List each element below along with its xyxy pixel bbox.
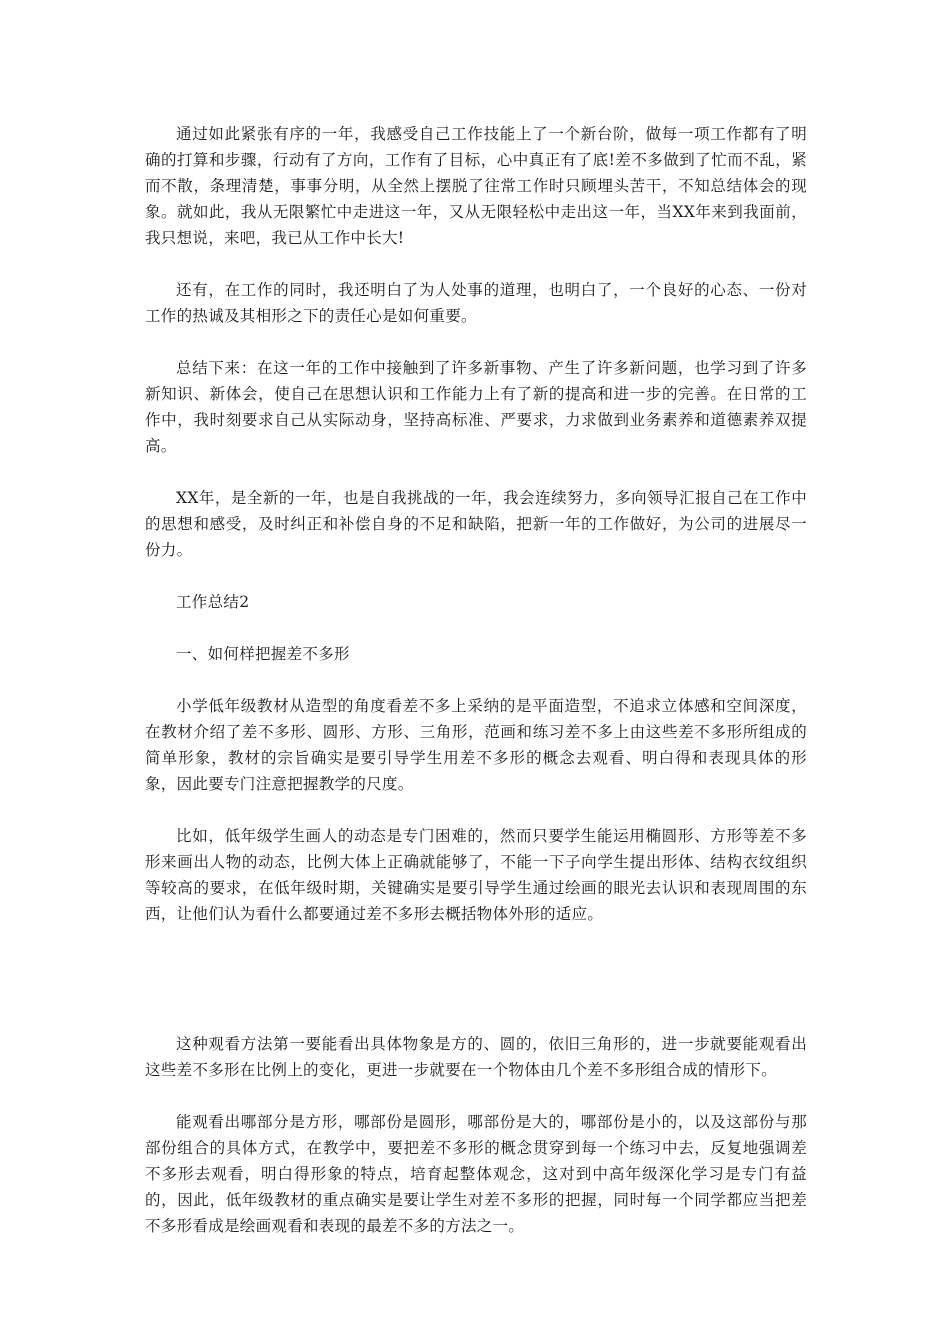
paragraph-2: 还有，在工作的同时，我还明白了为人处事的道理，也明白了，一个良好的心态、一份对工作的热诚及其相形之下的责任心是如何重要。 [145, 281, 807, 325]
paragraph-3: 总结下来：在这一年的工作中接触到了许多新事物、产生了许多新问题，也学习到了许多新知识、新体会，使自己在思想认识和工作能力上有了新的提高和进一步的完善。在日常的工作中，我时刻要求自己从实际动身，坚持高标准、严要求，力求做到业务素养和道德素养双提高。 [145, 359, 807, 455]
subsection-heading: 一、如何样把握差不多形 [176, 645, 350, 663]
paragraph-6: 比如，低年级学生画人的动态是专门困难的，然而只要学生能运用椭圆形、方形等差不多形来画出人物的动态，比例大体上正确就能够了，不能一下子向学生提出形体、结构衣纹组织等较高的要求，在低年级时期，关键确实是要引导学生通过绘画的眼光去认识和表现周围的东西，让他们认为看什么都要通过差不多形去概括物体外形的适应。 [145, 827, 807, 923]
paragraph-7: 这种观看方法第一要能看出具体物象是方的、圆的，依旧三角形的，进一步就要能观看出这些差不多形在比例上的变化，更进一步就要在一个物体由几个差不多形组合成的情形下。 [145, 1035, 807, 1079]
paragraph-1: 通过如此紧张有序的一年，我感受自己工作技能上了一个新台阶，做每一项工作都有了明确的打算和步骤，行动有了方向，工作有了目标，心中真正有了底!差不多做到了忙而不乱，紧而不散，条理清楚，事事分明，从全然上摆脱了往常工作时只顾埋头苦干，不知总结体会的现象。就如此，我从无限繁忙中走进这一年，又从无限轻松中走出这一年，当XX年来到我面前，我只想说，来吧，我已从工作中长大! [145, 125, 807, 247]
paragraph-spacer [145, 563, 807, 589]
paragraph-4: XX年，是全新的一年，也是自我挑战的一年，我会连续努力，多向领导汇报自己在工作中的思想和感受，及时纠正和补偿自身的不足和缺陷，把新一年的工作做好，为公司的进展尽一份力。 [145, 489, 807, 559]
paragraph-spacer [145, 251, 807, 277]
paragraph-spacer [145, 329, 807, 355]
paragraph-spacer [145, 1083, 807, 1109]
paragraph-spacer [145, 797, 807, 823]
section-heading: 工作总结2 [176, 593, 250, 611]
document-body [145, 121, 807, 1239]
paragraph-spacer [145, 615, 807, 641]
paragraph-spacer [145, 667, 807, 693]
paragraph-8: 能观看出哪部分是方形，哪部份是圆形，哪部份是大的，哪部份是小的，以及这部份与那部份组合的具体方式，在教学中，要把差不多形的概念贯穿到每一个练习中去，反复地强调差不多形去观看，明白得形象的特点，培育起整体观念，这对到中高年级深化学习是专门有益的，因此，低年级教材的重点确实是要让学生对差不多形的把握，同时每一个同学都应当把差不多形看成是绘画观看和表现的最差不多的方法之一。 [145, 1113, 807, 1235]
paragraph-spacer [145, 459, 807, 485]
section-spacer [145, 927, 807, 1031]
paragraph-5: 小学低年级教材从造型的角度看差不多上采纳的是平面造型，不追求立体感和空间深度，在教材介绍了差不多形、圆形、方形、三角形，范画和练习差不多上由这些差不多形所组成的简单形象，教材的宗旨确实是要引导学生用差不多形的概念去观看、明白得和表现具体的形象，因此要专门注意把握教学的尺度。 [145, 697, 807, 793]
